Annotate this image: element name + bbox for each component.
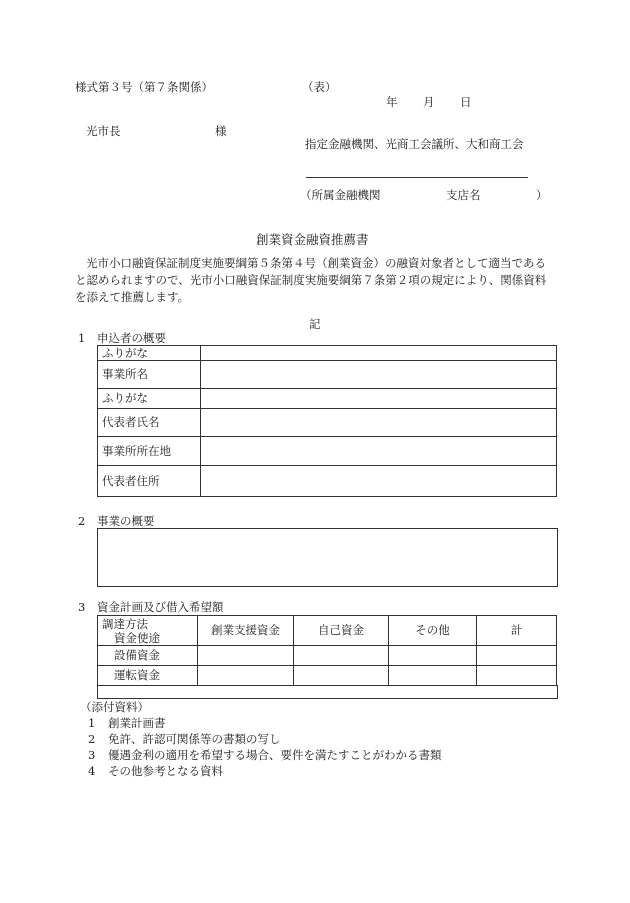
applicant-label: 事業所所在地: [98, 437, 201, 466]
form-number: 様式第３号（第７条関係）: [75, 80, 213, 94]
business-overview-box[interactable]: [97, 528, 558, 587]
fund-corner-header: [98, 616, 198, 646]
body-line-3: を添えて推薦します。: [75, 290, 190, 304]
section3-title: 資金計画及び借入希望額: [97, 600, 224, 614]
applicant-row-business-name: [98, 361, 557, 389]
fund-cell[interactable]: [477, 666, 557, 686]
fund-table-bottom-strip: [97, 685, 558, 699]
col-header-own-fund: 自己資金: [294, 616, 389, 646]
fund-row-label: 運転資金: [98, 666, 198, 686]
body-line-1: 光市小口融資保証制度実施要綱第５条第４号（創業資金）の融資対象者として適当である: [86, 256, 546, 270]
applicant-label: ふりがな: [98, 346, 201, 361]
attachment-number: 1: [88, 716, 96, 730]
applicant-value-cell[interactable]: [201, 437, 557, 466]
affiliation-open: （所属金融機関: [300, 188, 381, 202]
applicant-value-cell[interactable]: [201, 466, 557, 497]
attachment-number: 2: [88, 732, 96, 746]
fund-cell[interactable]: [198, 646, 294, 666]
corner-top-label: 調達方法: [102, 616, 148, 631]
fund-cell[interactable]: [477, 646, 557, 666]
fund-cell[interactable]: [198, 666, 294, 686]
col-header-support-fund: 創業支援資金: [198, 616, 294, 646]
fund-row-equipment: [98, 646, 557, 666]
applicant-value-cell[interactable]: [201, 389, 557, 409]
applicant-table: [97, 345, 557, 497]
honorific: 様: [215, 124, 227, 138]
fund-cell[interactable]: [294, 646, 389, 666]
section1-number: 1: [78, 331, 86, 345]
attachment-number: 4: [88, 764, 96, 778]
section2-title: 事業の概要: [97, 514, 155, 528]
applicant-row-rep-address: [98, 466, 557, 497]
applicant-row-furigana-business: [98, 346, 557, 361]
attachments-heading: （添付資料）: [80, 700, 149, 714]
document-title: 創業資金融資推薦書: [256, 232, 369, 247]
fund-cell[interactable]: [294, 666, 389, 686]
section1-title: 申込者の概要: [97, 331, 166, 345]
front-mark: （表）: [302, 80, 337, 94]
applicant-row-representative: [98, 409, 557, 437]
fund-row-operating: [98, 666, 557, 686]
date-month-label: 月: [423, 95, 435, 109]
record-mark: 記: [309, 317, 321, 331]
attachment-item: その他参考となる資料: [108, 764, 223, 778]
fund-header-row: [98, 616, 557, 646]
signature-line: [306, 177, 528, 178]
recommender-names: 指定金融機関、光商工会議所、大和商工会: [305, 137, 524, 151]
applicant-value-cell[interactable]: [201, 346, 557, 361]
attachment-item: 優遇金利の適用を希望する場合、要件を満たすことがわかる書類: [108, 748, 442, 762]
attachment-number: 3: [88, 748, 96, 762]
body-line-2: と認められますので、光市小口融資保証制度実施要綱第７条第２項の規定により、関係資料: [75, 273, 547, 287]
attachment-item: 創業計画書: [108, 716, 166, 730]
addressee: 光市長: [86, 124, 121, 138]
applicant-row-business-address: [98, 437, 557, 466]
applicant-label: 代表者氏名: [98, 409, 201, 437]
fund-cell[interactable]: [389, 666, 477, 686]
applicant-label: 代表者住所: [98, 466, 201, 497]
corner-bottom-label: 資金使途: [114, 630, 160, 645]
col-header-total: 計: [477, 616, 557, 646]
fund-cell[interactable]: [389, 646, 477, 666]
fund-row-label: 設備資金: [98, 646, 198, 666]
applicant-value-cell[interactable]: [201, 361, 557, 389]
date-day-label: 日: [460, 95, 472, 109]
col-header-other: その他: [389, 616, 477, 646]
applicant-row-furigana-rep: [98, 389, 557, 409]
fund-plan-table: [97, 615, 557, 686]
attachment-item: 免許、許認可関係等の書類の写し: [108, 732, 281, 746]
applicant-label: 事業所名: [98, 361, 201, 389]
applicant-label: ふりがな: [98, 389, 201, 409]
applicant-value-cell[interactable]: [201, 409, 557, 437]
date-year-label: 年: [386, 95, 398, 109]
section2-number: 2: [78, 514, 86, 528]
branch-label: 支店名: [446, 188, 481, 202]
affiliation-close: ）: [536, 188, 548, 202]
section3-number: 3: [78, 600, 86, 614]
